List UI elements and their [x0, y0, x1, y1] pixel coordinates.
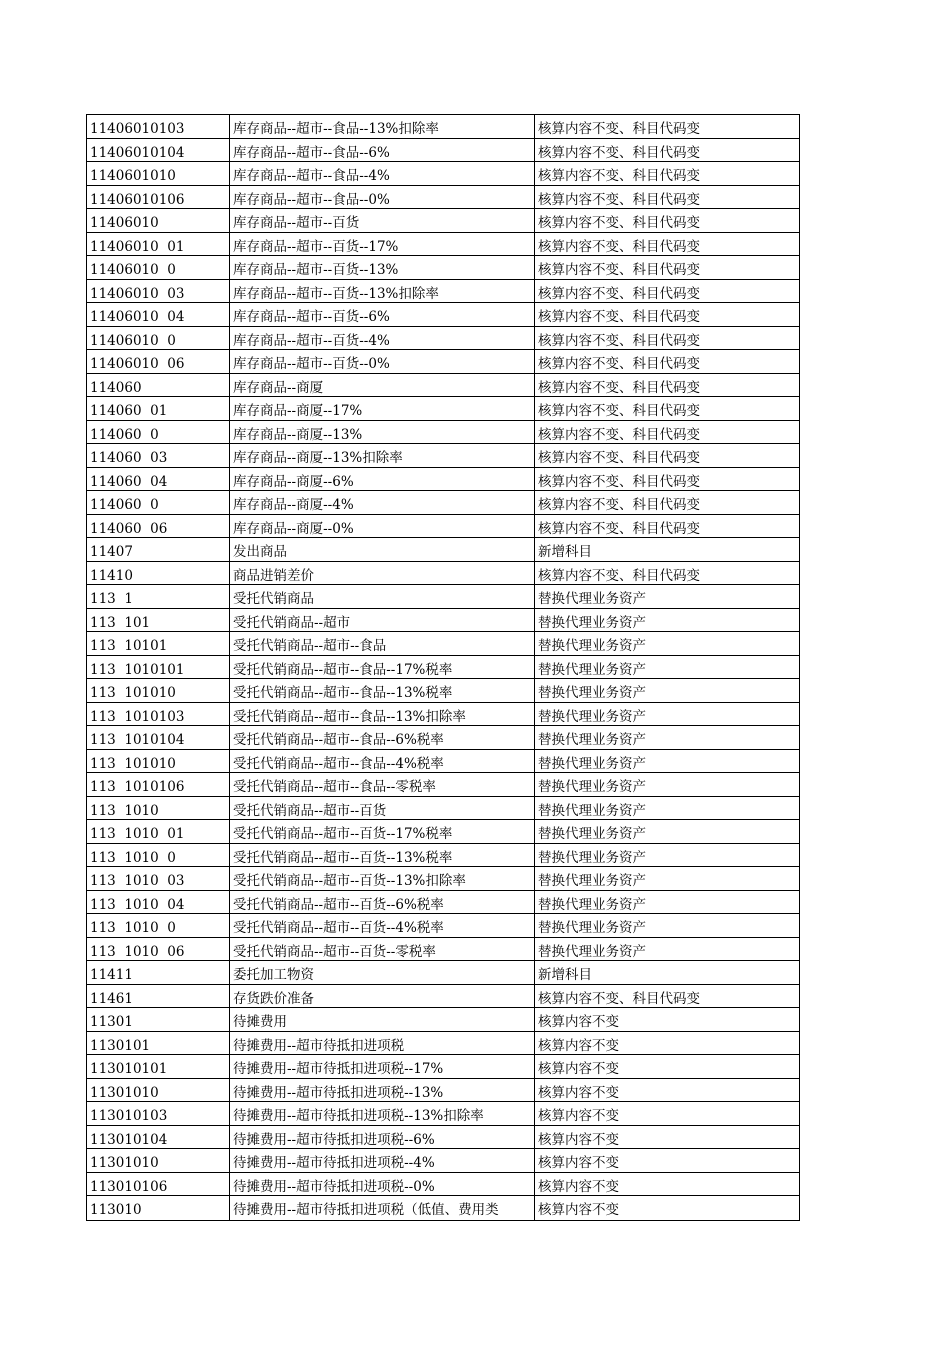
account-name-cell: 受托代销商品--超市--食品--零税率 [230, 773, 535, 796]
table-row [87, 961, 799, 985]
change-note-cell: 替换代理业务资产 [538, 661, 646, 678]
account-code-cell: 113 1010 01 [87, 820, 230, 843]
account-name-cell: 库存商品--商厦--13% [230, 421, 535, 444]
change-note-cell: 核算内容不变 [538, 1155, 619, 1171]
account-name-cell: 待摊费用--超市待抵扣进项税--0% [230, 1173, 535, 1196]
change-note-cell: 核算内容不变、科目代码变 [538, 473, 700, 490]
change-note-cell: 替换代理业务资产 [538, 779, 646, 795]
account-code-cell: 114060 04 [87, 468, 230, 491]
account-code-cell: 114060 0 [87, 491, 230, 514]
table-row [87, 1032, 799, 1056]
change-note-cell: 核算内容不变、科目代码变 [538, 285, 700, 302]
account-code-cell: 113 1010 03 [87, 867, 230, 890]
account-name-cell: 受托代销商品--超市--百货--6%税率 [230, 891, 535, 914]
account-name-cell: 待摊费用--超市待抵扣进项税 [230, 1032, 535, 1055]
change-note-cell: 核算内容不变 [538, 1014, 619, 1030]
account-code-cell: 113 1010103 [87, 703, 230, 726]
table-row [87, 1149, 799, 1173]
account-code-cell: 113 1010104 [87, 726, 230, 749]
table-row [87, 632, 799, 656]
change-note-cell: 核算内容不变 [538, 1061, 619, 1077]
change-note-cell: 核算内容不变、科目代码变 [538, 403, 700, 419]
change-note-cell: 核算内容不变、科目代码变 [538, 215, 700, 231]
account-code-cell: 1130101 [87, 1032, 230, 1055]
change-note-cell: 替换代理业务资产 [538, 614, 646, 631]
change-note-cell: 替换代理业务资产 [538, 685, 646, 701]
account-code-cell: 11406010104 [87, 139, 230, 162]
account-name-cell: 待摊费用--超市待抵扣进项税--13%扣除率 [230, 1102, 535, 1125]
table-row [87, 256, 799, 280]
change-note-cell: 核算内容不变、科目代码变 [538, 356, 700, 372]
account-code-cell: 113010 [87, 1196, 230, 1220]
change-note-cell: 替换代理业务资产 [538, 873, 646, 889]
table-row [87, 468, 799, 492]
change-note-cell: 核算内容不变 [538, 1202, 619, 1218]
table-row [87, 609, 799, 633]
table-row [87, 515, 799, 539]
change-note-cell: 核算内容不变、科目代码变 [538, 144, 700, 161]
account-code-cell: 113 1010 06 [87, 938, 230, 961]
account-code-cell: 11406010 01 [87, 233, 230, 256]
account-name-cell: 受托代销商品 [230, 585, 535, 608]
table-row [87, 679, 799, 703]
account-code-cell: 113 10101 [87, 632, 230, 655]
account-name-cell: 受托代销商品--超市--食品--4%税率 [230, 750, 535, 773]
account-name-cell: 库存商品--超市--百货--0% [230, 350, 535, 373]
change-note-cell: 核算内容不变 [538, 1131, 619, 1148]
account-name-cell: 受托代销商品--超市 [230, 609, 535, 632]
table-row [87, 797, 799, 821]
account-code-cell: 113 101 [87, 609, 230, 632]
change-note-cell: 替换代理业务资产 [538, 638, 646, 654]
account-code-cell: 113 1010101 [87, 656, 230, 679]
account-name-cell: 受托代销商品--超市--食品--13%税率 [230, 679, 535, 702]
account-code-cell: 11406010 04 [87, 303, 230, 326]
change-note-cell: 核算内容不变、科目代码变 [538, 520, 700, 537]
change-note-cell: 核算内容不变、科目代码变 [538, 238, 700, 255]
account-name-cell: 库存商品--超市--百货--4% [230, 327, 535, 350]
account-code-cell: 113 1010 0 [87, 844, 230, 867]
account-name-cell: 库存商品--超市--食品--0% [230, 186, 535, 209]
table-row [87, 1173, 799, 1197]
table-row [87, 1196, 799, 1220]
change-note-cell: 核算内容不变、科目代码变 [538, 990, 700, 1007]
account-name-cell: 受托代销商品--超市--百货--13%扣除率 [230, 867, 535, 890]
table-row [87, 162, 799, 186]
account-name-cell: 商品进销差价 [230, 562, 535, 585]
table-row [87, 233, 799, 257]
table-row [87, 1126, 799, 1150]
change-note-cell: 替换代理业务资产 [538, 943, 646, 960]
account-name-cell: 库存商品--超市--百货--17% [230, 233, 535, 256]
table-row [87, 750, 799, 774]
account-code-cell: 1140601010 [87, 162, 230, 185]
account-name-cell: 受托代销商品--超市--百货--零税率 [230, 938, 535, 961]
account-name-cell: 待摊费用 [230, 1008, 535, 1031]
table-row [87, 773, 799, 797]
account-name-cell: 存货跌价准备 [230, 985, 535, 1008]
account-code-cell: 113010103 [87, 1102, 230, 1125]
account-code-cell: 11406010 06 [87, 350, 230, 373]
account-code-cell: 11406010 0 [87, 256, 230, 279]
account-name-cell: 受托代销商品--超市--食品--13%扣除率 [230, 703, 535, 726]
table-row [87, 585, 799, 609]
account-name-cell: 待摊费用--超市待抵扣进项税--13% [230, 1079, 535, 1102]
change-note-cell: 核算内容不变、科目代码变 [538, 379, 700, 396]
account-code-cell: 113 101010 [87, 679, 230, 702]
table-row [87, 867, 799, 891]
change-note-cell: 核算内容不变、科目代码变 [538, 168, 700, 184]
account-code-cell: 11407 [87, 538, 230, 561]
table-row [87, 562, 799, 586]
table-row [87, 209, 799, 233]
account-name-cell: 受托代销商品--超市--百货--13%税率 [230, 844, 535, 867]
account-name-cell: 待摊费用--超市待抵扣进项税--17% [230, 1055, 535, 1078]
account-code-cell: 11406010103 [87, 115, 230, 138]
account-name-cell: 库存商品--商厦--6% [230, 468, 535, 491]
account-code-cell: 11410 [87, 562, 230, 585]
change-note-cell: 核算内容不变 [538, 1037, 619, 1054]
table-row [87, 985, 799, 1009]
change-note-cell: 替换代理业务资产 [538, 826, 646, 842]
table-row [87, 350, 799, 374]
account-name-cell: 委托加工物资 [230, 961, 535, 984]
change-note-cell: 新增科目 [538, 544, 592, 560]
change-note-cell: 核算内容不变、科目代码变 [538, 426, 700, 443]
account-code-cell: 11411 [87, 961, 230, 984]
change-note-cell: 核算内容不变、科目代码变 [538, 262, 700, 278]
table-row [87, 374, 799, 398]
table-row [87, 1008, 799, 1032]
change-note-cell: 核算内容不变、科目代码变 [538, 567, 700, 584]
table-row [87, 491, 799, 515]
account-code-cell: 113 1010 [87, 797, 230, 820]
account-code-cell: 11301010 [87, 1079, 230, 1102]
account-name-cell: 库存商品--超市--百货--13% [230, 256, 535, 279]
table-row [87, 656, 799, 680]
account-code-cell: 113010106 [87, 1173, 230, 1196]
change-note-cell: 替换代理业务资产 [538, 732, 646, 748]
account-name-cell: 受托代销商品--超市--百货--4%税率 [230, 914, 535, 937]
table-row [87, 1055, 799, 1079]
account-code-table [86, 114, 800, 1221]
change-note-cell: 替换代理业务资产 [538, 802, 646, 819]
change-note-cell: 核算内容不变、科目代码变 [538, 309, 700, 325]
account-code-cell: 11301 [87, 1008, 230, 1031]
account-code-cell: 113 1010106 [87, 773, 230, 796]
account-name-cell: 待摊费用--超市待抵扣进项税--6% [230, 1126, 535, 1149]
account-name-cell: 受托代销商品--超市--百货--17%税率 [230, 820, 535, 843]
account-code-cell: 11406010 0 [87, 327, 230, 350]
account-name-cell: 库存商品--商厦--17% [230, 397, 535, 420]
account-code-cell: 11461 [87, 985, 230, 1008]
table-row [87, 139, 799, 163]
table-row [87, 820, 799, 844]
account-name-cell: 待摊费用--超市待抵扣进项税（低值、费用类 [230, 1196, 535, 1220]
account-code-cell: 114060 [87, 374, 230, 397]
account-name-cell: 受托代销商品--超市--食品--17%税率 [230, 656, 535, 679]
table-row [87, 397, 799, 421]
account-code-cell: 11301010 [87, 1149, 230, 1172]
change-note-cell: 替换代理业务资产 [538, 896, 646, 913]
account-name-cell: 受托代销商品--超市--食品 [230, 632, 535, 655]
table-row [87, 303, 799, 327]
change-note-cell: 核算内容不变 [538, 1178, 619, 1195]
change-note-cell: 替换代理业务资产 [538, 849, 646, 866]
account-name-cell: 库存商品--超市--百货--13%扣除率 [230, 280, 535, 303]
table-row [87, 726, 799, 750]
account-code-cell: 113 101010 [87, 750, 230, 773]
account-name-cell: 库存商品--商厦 [230, 374, 535, 397]
table-row [87, 280, 799, 304]
table-row [87, 538, 799, 562]
account-name-cell: 库存商品--超市--百货--6% [230, 303, 535, 326]
account-code-cell: 113 1010 0 [87, 914, 230, 937]
account-code-cell: 113 1 [87, 585, 230, 608]
account-name-cell: 库存商品--商厦--13%扣除率 [230, 444, 535, 467]
account-name-cell: 库存商品--商厦--4% [230, 491, 535, 514]
change-note-cell: 核算内容不变、科目代码变 [538, 121, 700, 137]
change-note-cell: 新增科目 [538, 967, 592, 983]
change-note-cell: 替换代理业务资产 [538, 708, 646, 725]
account-name-cell: 库存商品--商厦--0% [230, 515, 535, 538]
table-row [87, 938, 799, 962]
table-row [87, 444, 799, 468]
account-code-cell: 114060 03 [87, 444, 230, 467]
account-code-cell: 11406010106 [87, 186, 230, 209]
change-note-cell: 核算内容不变、科目代码变 [538, 332, 700, 349]
account-code-cell: 113 1010 04 [87, 891, 230, 914]
account-code-cell: 113010104 [87, 1126, 230, 1149]
account-name-cell: 待摊费用--超市待抵扣进项税--4% [230, 1149, 535, 1172]
account-code-cell: 114060 0 [87, 421, 230, 444]
change-note-cell: 替换代理业务资产 [538, 920, 646, 936]
change-note-cell: 核算内容不变、科目代码变 [538, 497, 700, 513]
change-note-cell: 核算内容不变 [538, 1084, 619, 1101]
account-name-cell: 库存商品--超市--食品--6% [230, 139, 535, 162]
change-note-cell: 替换代理业务资产 [538, 755, 646, 772]
account-name-cell: 库存商品--超市--百货 [230, 209, 535, 232]
change-note-cell: 核算内容不变 [538, 1108, 619, 1124]
table-row [87, 421, 799, 445]
account-name-cell: 发出商品 [230, 538, 535, 561]
table-row [87, 186, 799, 210]
table-row [87, 914, 799, 938]
account-name-cell: 库存商品--超市--食品--4% [230, 162, 535, 185]
account-name-cell: 库存商品--超市--食品--13%扣除率 [230, 115, 535, 138]
account-code-cell: 11406010 03 [87, 280, 230, 303]
table-row [87, 844, 799, 868]
table-row [87, 115, 799, 139]
table-row [87, 703, 799, 727]
table-row [87, 1102, 799, 1126]
account-name-cell: 受托代销商品--超市--食品--6%税率 [230, 726, 535, 749]
account-name-cell: 受托代销商品--超市--百货 [230, 797, 535, 820]
account-code-cell: 11406010 [87, 209, 230, 232]
table-row [87, 891, 799, 915]
account-code-cell: 114060 01 [87, 397, 230, 420]
account-code-cell: 114060 06 [87, 515, 230, 538]
change-note-cell: 核算内容不变、科目代码变 [538, 191, 700, 208]
table-row [87, 327, 799, 351]
account-code-cell: 113010101 [87, 1055, 230, 1078]
change-note-cell: 替换代理业务资产 [538, 591, 646, 607]
change-note-cell: 核算内容不变、科目代码变 [538, 450, 700, 466]
table-row [87, 1079, 799, 1103]
